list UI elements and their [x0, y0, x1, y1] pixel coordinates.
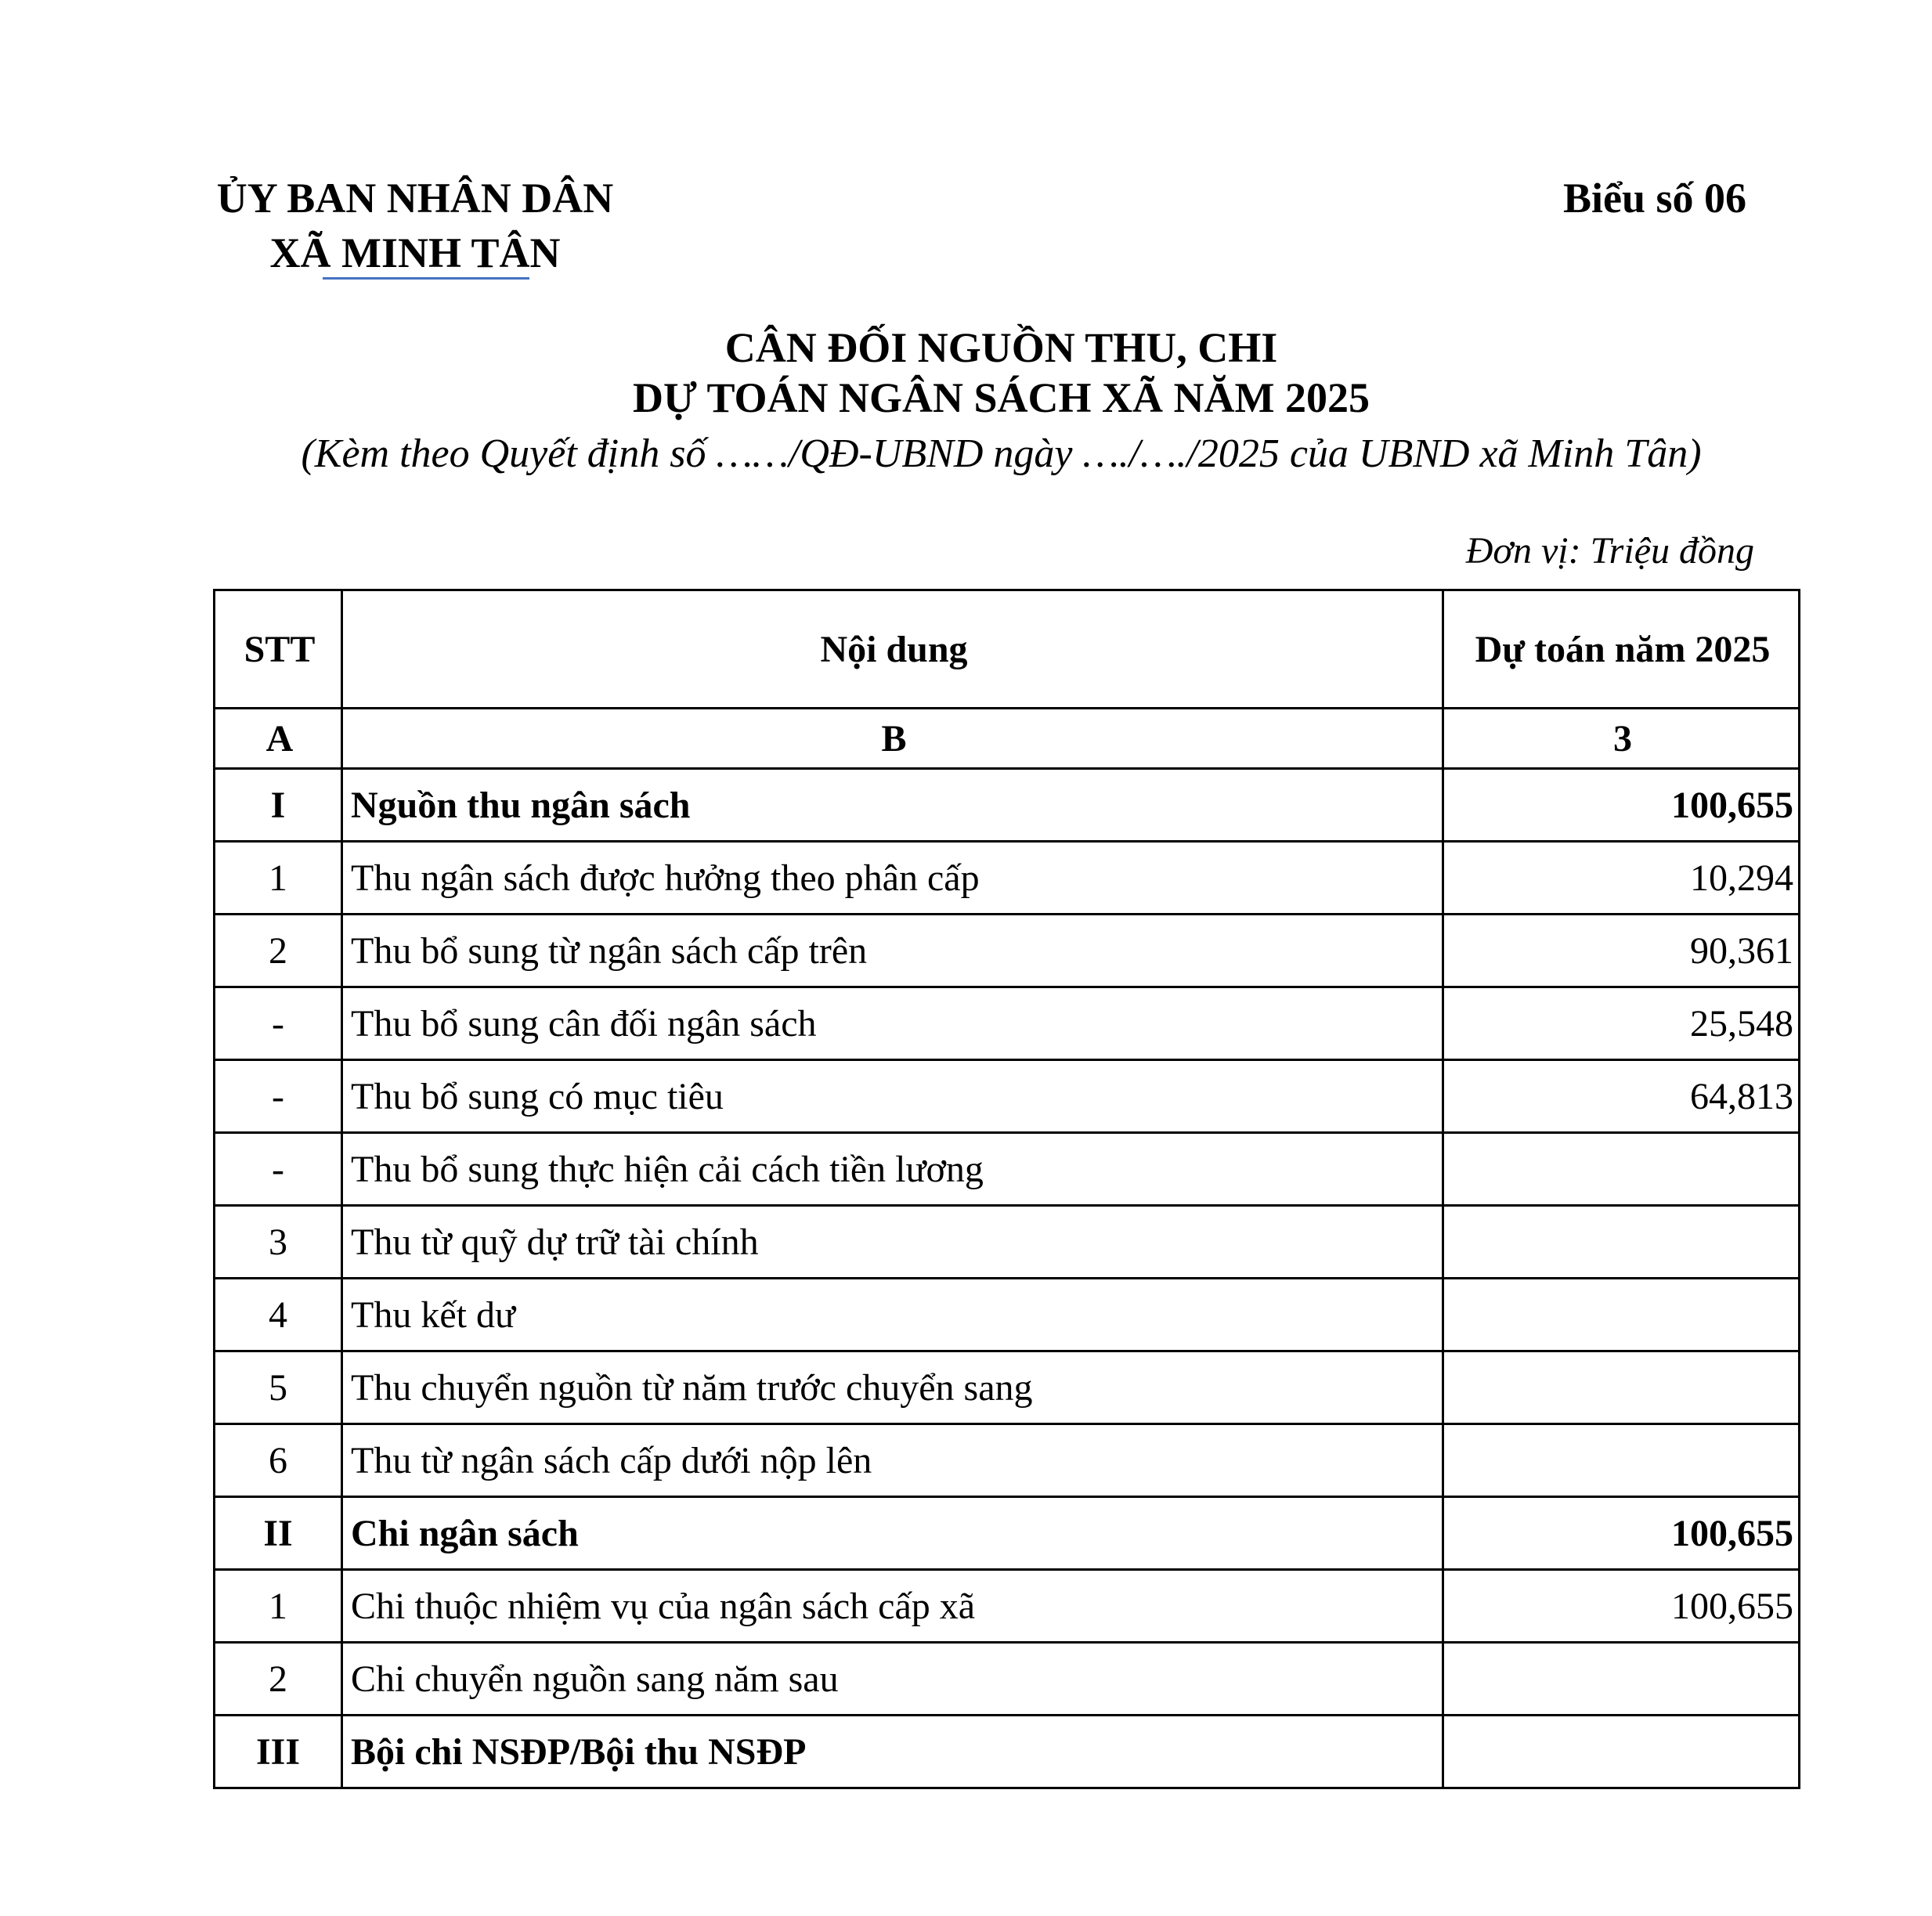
row-stt: 5 [215, 1351, 342, 1424]
table-row [215, 842, 1800, 915]
row-value [1443, 1279, 1800, 1351]
title-line1: CÂN ĐỐI NGUỒN THU, CHI [724, 324, 1278, 371]
org-name-line2: XÃ MINH TÂN [269, 229, 561, 276]
row-value: 64,813 [1443, 1060, 1800, 1133]
row-content: Bội chi NSĐP/Bội thu NSĐP [342, 1716, 1443, 1788]
row-stt: 1 [215, 842, 342, 915]
table-index-row [215, 709, 1800, 769]
table-row [215, 769, 1800, 842]
header-value: Dự toán năm 2025 [1443, 590, 1800, 709]
row-content: Chi thuộc nhiệm vụ của ngân sách cấp xã [342, 1570, 1443, 1643]
row-value [1443, 1643, 1800, 1716]
row-value [1443, 1206, 1800, 1279]
table-row [215, 1060, 1800, 1133]
row-content: Thu ngân sách được hưởng theo phân cấp [342, 842, 1443, 915]
row-value: 100,655 [1443, 769, 1800, 842]
row-content: Thu bổ sung thực hiện cải cách tiền lương [342, 1133, 1443, 1206]
row-stt: - [215, 987, 342, 1060]
header-stt: STT [215, 590, 342, 709]
row-value: 25,548 [1443, 987, 1800, 1060]
row-value: 100,655 [1443, 1570, 1800, 1643]
row-stt: - [215, 1060, 342, 1133]
row-content: Thu từ ngân sách cấp dưới nộp lên [342, 1424, 1443, 1497]
row-stt: 3 [215, 1206, 342, 1279]
row-stt: III [215, 1716, 342, 1788]
table-row [215, 1643, 1800, 1716]
row-content: Thu chuyển nguồn từ năm trước chuyển sang [342, 1351, 1443, 1424]
row-stt: 4 [215, 1279, 342, 1351]
row-value: 90,361 [1443, 915, 1800, 987]
table-row [215, 915, 1800, 987]
row-value [1443, 1351, 1800, 1424]
document-subtitle: (Kèm theo Quyết định số ……/QĐ-UBND ngày …./…./2025 của UBND xã Minh Tân) [301, 431, 1702, 476]
unit-label: Đơn vị: Triệu đồng [1465, 530, 1754, 572]
document-title [0, 323, 1932, 423]
table-row [215, 1133, 1800, 1206]
org-underline-divider [323, 277, 529, 280]
table-row [215, 1570, 1800, 1643]
row-content: Thu kết dư [342, 1279, 1443, 1351]
row-content: Nguồn thu ngân sách [342, 769, 1443, 842]
row-stt: 6 [215, 1424, 342, 1497]
budget-table [213, 589, 1800, 1789]
table-row [215, 1424, 1800, 1497]
row-content: Thu bổ sung có mục tiêu [342, 1060, 1443, 1133]
row-value: 10,294 [1443, 842, 1800, 915]
index-value: 3 [1443, 709, 1800, 769]
index-stt: A [215, 709, 342, 769]
row-content: Thu bổ sung cân đối ngân sách [342, 987, 1443, 1060]
header-content: Nội dung [342, 590, 1443, 709]
row-stt: 1 [215, 1570, 342, 1643]
table-header-row [215, 590, 1800, 709]
issuing-organization [211, 171, 619, 280]
row-value [1443, 1716, 1800, 1788]
form-number: Biểu số 06 [1562, 175, 1746, 222]
row-content: Thu bổ sung từ ngân sách cấp trên [342, 915, 1443, 987]
row-content: Chi chuyển nguồn sang năm sau [342, 1643, 1443, 1716]
table-row [215, 1351, 1800, 1424]
index-content: B [342, 709, 1443, 769]
table-row [215, 1716, 1800, 1788]
org-name-line1: ỦY BAN NHÂN DÂN [216, 175, 614, 222]
row-value: 100,655 [1443, 1497, 1800, 1570]
table-row [215, 1206, 1800, 1279]
row-content: Chi ngân sách [342, 1497, 1443, 1570]
title-line2: DỰ TOÁN NGÂN SÁCH XÃ NĂM 2025 [632, 374, 1370, 421]
table-row [215, 1279, 1800, 1351]
row-value [1443, 1424, 1800, 1497]
row-value [1443, 1133, 1800, 1206]
table-row [215, 987, 1800, 1060]
table-row [215, 1497, 1800, 1570]
row-stt: 2 [215, 1643, 342, 1716]
row-stt: I [215, 769, 342, 842]
row-stt: 2 [215, 915, 342, 987]
row-stt: - [215, 1133, 342, 1206]
row-content: Thu từ quỹ dự trữ tài chính [342, 1206, 1443, 1279]
row-stt: II [215, 1497, 342, 1570]
